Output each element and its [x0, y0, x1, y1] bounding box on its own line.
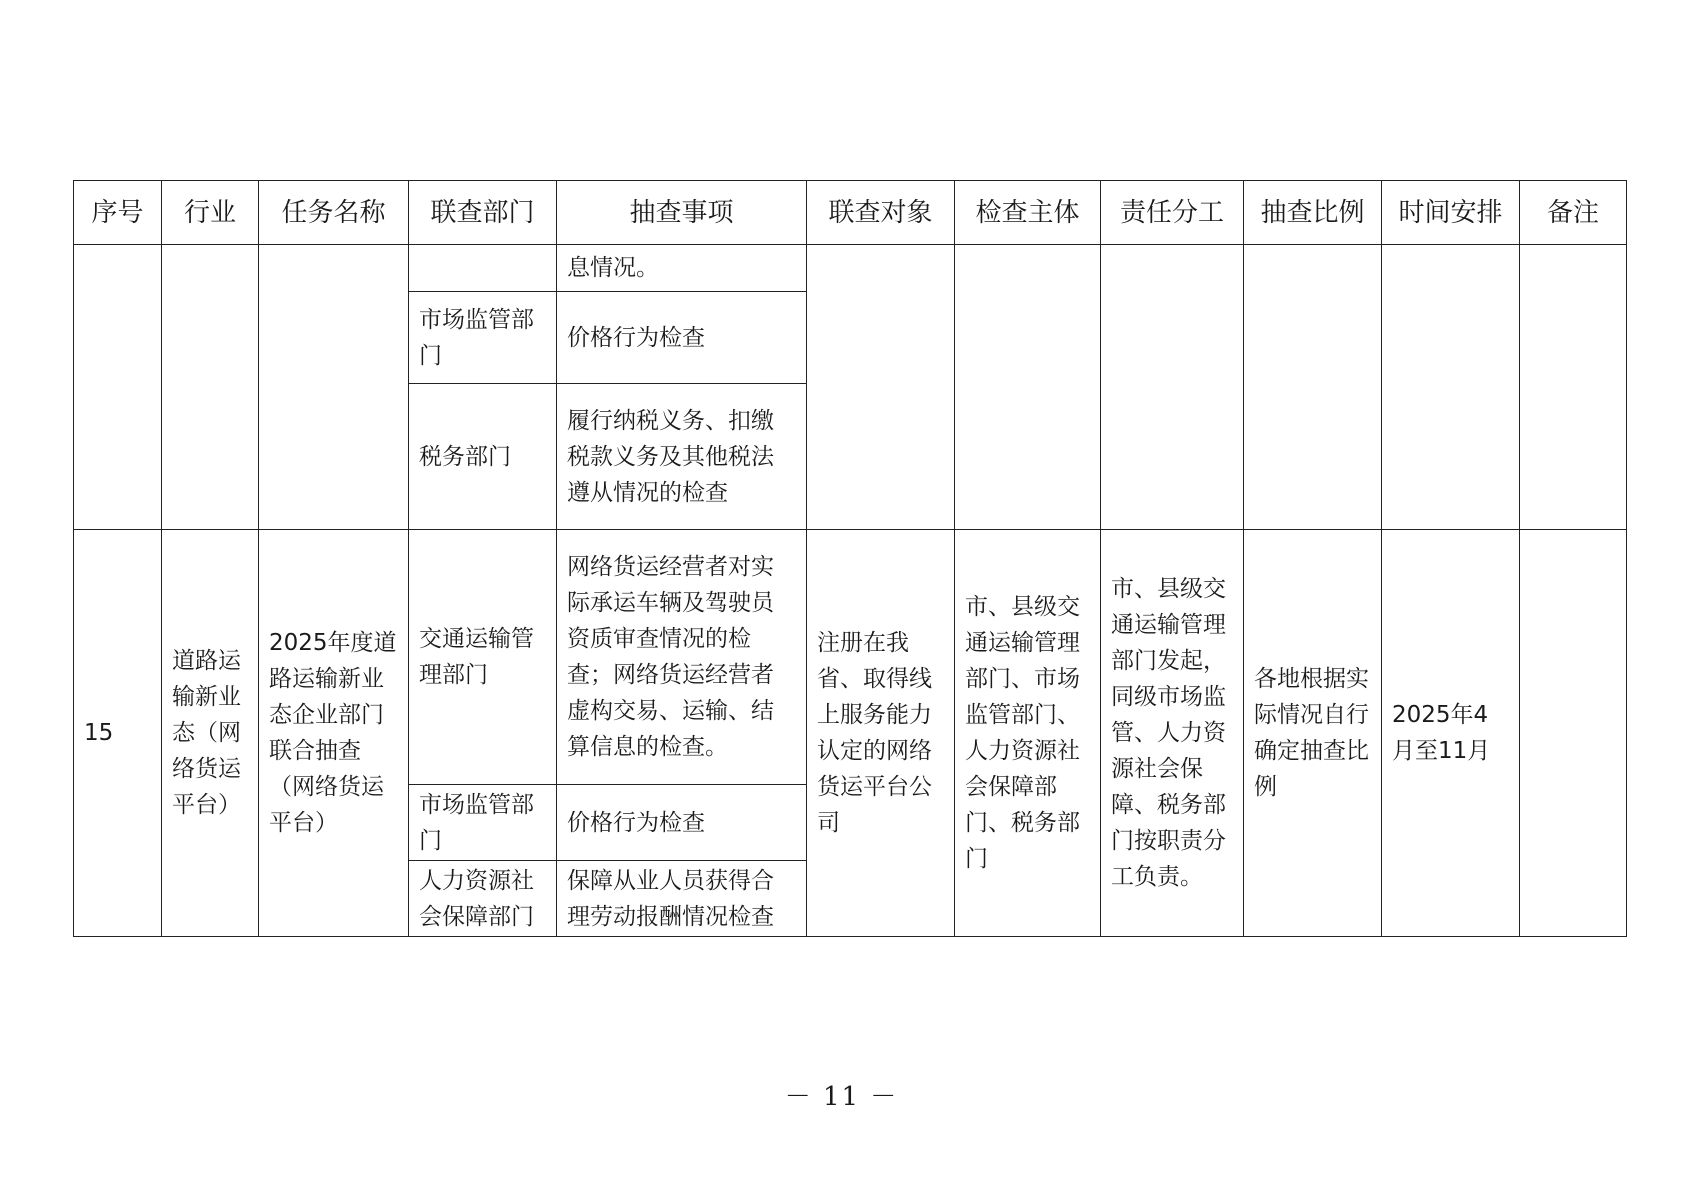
inspection-table	[73, 180, 1627, 937]
responsibility-cell: 市、县级交通运输管理部门发起，同级市场监管、人力资源社会保障、税务部门按职责分工负责。	[1101, 530, 1244, 937]
header-subject: 检查主体	[955, 181, 1101, 245]
task-name-cell: 2025年度道路运输新业态企业部门联合抽查（网络货运平台）	[259, 530, 409, 937]
industry-cell: 道路运输新业态（网络货运平台）	[162, 530, 259, 937]
table-row	[74, 245, 1627, 292]
remark-cell	[1520, 530, 1627, 937]
cont-dept-cell: 市场监管部门	[409, 292, 557, 384]
dept-cell: 交通运输管理部门	[409, 530, 557, 785]
header-ratio: 抽查比例	[1244, 181, 1382, 245]
header-industry: 行业	[162, 181, 259, 245]
header-row	[74, 181, 1627, 245]
header-remark: 备注	[1520, 181, 1627, 245]
header-schedule: 时间安排	[1382, 181, 1520, 245]
page-number: － 11 －	[784, 1082, 899, 1112]
cont-schedule-cell	[1382, 245, 1520, 530]
cont-dept-cell	[409, 245, 557, 292]
cont-remark-cell	[1520, 245, 1627, 530]
cont-responsibility-cell	[1101, 245, 1244, 530]
cont-seq-cell	[74, 245, 162, 530]
header-target: 联查对象	[807, 181, 955, 245]
item-cell: 价格行为检查	[557, 785, 807, 861]
header-dept: 联查部门	[409, 181, 557, 245]
cont-industry-cell	[162, 245, 259, 530]
cont-subject-cell	[955, 245, 1101, 530]
ratio-cell: 各地根据实际情况自行确定抽查比例	[1244, 530, 1382, 937]
dept-cell: 人力资源社会保障部门	[409, 861, 557, 937]
cont-task-cell	[259, 245, 409, 530]
table-row	[74, 530, 1627, 785]
header-item: 抽查事项	[557, 181, 807, 245]
seq-cell: 15	[74, 530, 162, 937]
item-cell: 保障从业人员获得合理劳动报酬情况检查	[557, 861, 807, 937]
cont-item-cell: 息情况。	[557, 245, 807, 292]
dept-cell: 市场监管部门	[409, 785, 557, 861]
subject-cell: 市、县级交通运输管理部门、市场监管部门、人力资源社会保障部门、税务部门	[955, 530, 1101, 937]
cont-item-cell: 价格行为检查	[557, 292, 807, 384]
cont-target-cell	[807, 245, 955, 530]
cont-dept-cell: 税务部门	[409, 384, 557, 530]
item-cell: 网络货运经营者对实际承运车辆及驾驶员资质审查情况的检查；网络货运经营者虚构交易、运输、结算信息的检查。	[557, 530, 807, 785]
cont-item-cell: 履行纳税义务、扣缴税款义务及其他税法遵从情况的检查	[557, 384, 807, 530]
target-cell: 注册在我省、取得线上服务能力认定的网络货运平台公司	[807, 530, 955, 937]
header-task-name: 任务名称	[259, 181, 409, 245]
header-seq: 序号	[74, 181, 162, 245]
header-responsibility: 责任分工	[1101, 181, 1244, 245]
schedule-cell: 2025年4月至11月	[1382, 530, 1520, 937]
cont-ratio-cell	[1244, 245, 1382, 530]
